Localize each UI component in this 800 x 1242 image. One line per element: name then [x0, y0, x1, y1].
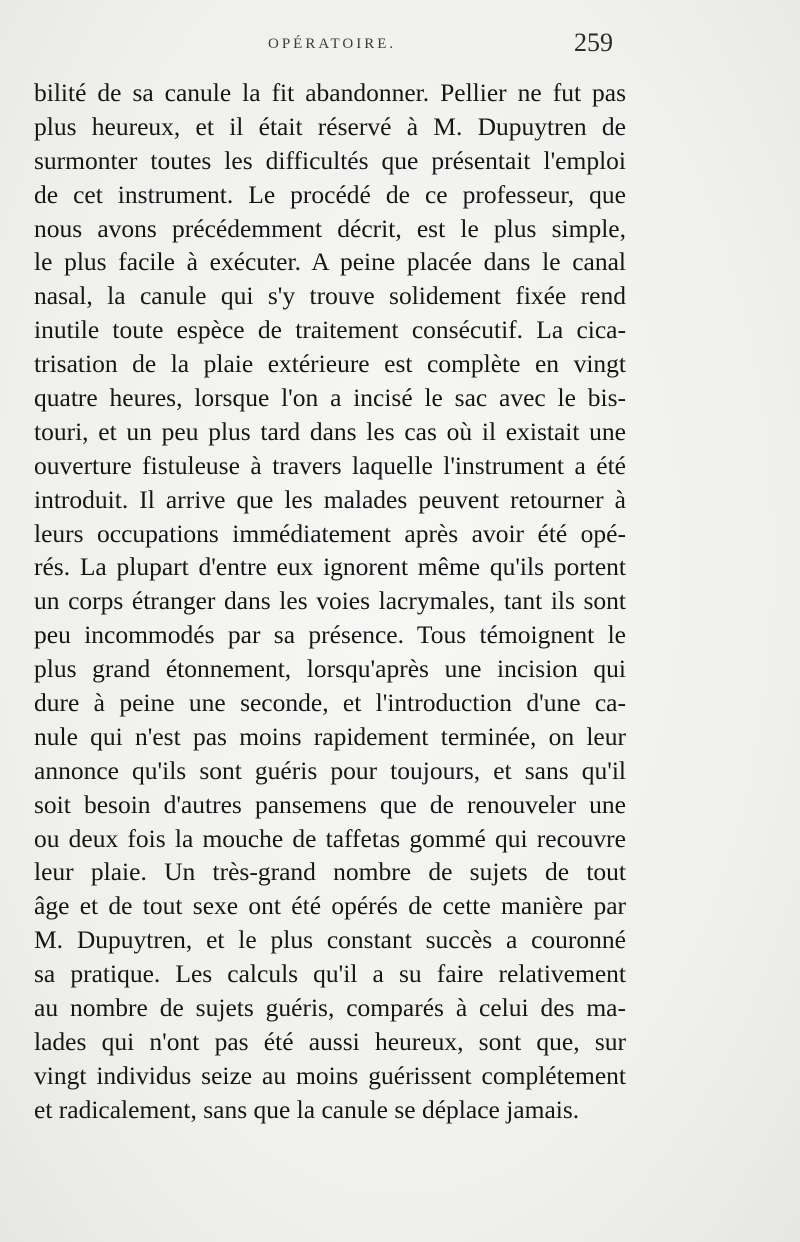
text-line: touri, et un peu plus tard dans les cas où il existait une: [34, 416, 626, 446]
text-line: et radicalement, sans que la canule se déplace jamais.: [34, 1094, 580, 1124]
text-line: ou deux fois la mouche de taffetas gommé qui recouvre: [34, 823, 626, 853]
text-line: inutile toute espèce de traitement consécutif. La cica-: [34, 315, 626, 345]
text-line: sa pratique. Les calculs qu'il a su faire relativement: [34, 959, 626, 989]
page-number: 259: [574, 28, 613, 57]
text-line: leur plaie. Un très-grand nombre de sujets de tout: [34, 857, 626, 887]
text-line: de cet instrument. Le procédé de ce professeur, que: [34, 179, 626, 209]
text-line: surmonter toutes les difficultés que présentait l'emploi: [34, 145, 626, 175]
text-line: vingt individus seize au moins guérissent complétement: [34, 1060, 626, 1090]
text-line: nule qui n'est pas moins rapidement terminée, on leur: [34, 721, 626, 751]
text-line: trisation de la plaie extérieure est complète en vingt: [34, 349, 626, 379]
text-line: plus heureux, et il était réservé à M. Dupuytren de: [34, 111, 626, 141]
text-line: annonce qu'ils sont guéris pour toujours, et sans qu'il: [34, 755, 626, 785]
text-line: leurs occupations immédiatement après avoir été opé-: [34, 518, 626, 548]
text-line: dure à peine une seconde, et l'introduction d'une ca-: [34, 688, 626, 718]
text-line: bilité de sa canule la fit abandonner. Pellier ne fut pas: [34, 78, 626, 107]
running-head: OPÉRATOIRE.: [268, 36, 397, 52]
text-line: rés. La plupart d'entre eux ignorent même qu'ils portent: [34, 552, 626, 582]
text-line: ouverture fistuleuse à travers laquelle l'instrument a été: [34, 450, 626, 480]
text-line: nasal, la canule qui s'y trouve solidement fixée rend: [34, 281, 626, 311]
text-line: nous avons précédemment décrit, est le plus simple,: [34, 213, 626, 243]
text-line: plus grand étonnement, lorsqu'après une incision qui: [34, 654, 626, 684]
text-line: âge et de tout sexe ont été opérés de cette manière par: [34, 891, 626, 921]
text-line: introduit. Il arrive que les malades peuvent retourner à: [34, 484, 626, 514]
text-line: au nombre de sujets guéris, comparés à celui des ma-: [34, 993, 626, 1023]
text-line: soit besoin d'autres pansemens que de renouveler une: [34, 789, 626, 819]
text-line: peu incommodés par sa présence. Tous témoignent le: [34, 620, 626, 650]
body-text: [34, 76, 626, 1127]
text-line: le plus facile à exécuter. A peine placée dans le canal: [34, 247, 626, 277]
text-line: lades qui n'ont pas été aussi heureux, sont que, sur: [34, 1026, 626, 1056]
text-line: M. Dupuytren, et le plus constant succès a couronné: [34, 925, 626, 955]
text-line: quatre heures, lorsque l'on a incisé le sac avec le bis-: [34, 383, 626, 413]
text-line: un corps étranger dans les voies lacrymales, tant ils sont: [34, 586, 626, 616]
